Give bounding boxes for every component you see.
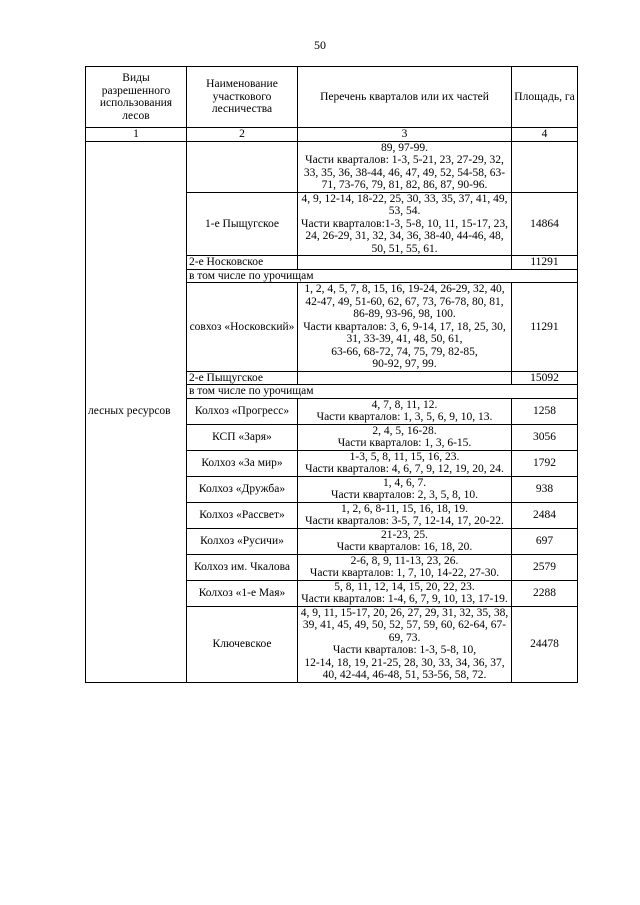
area-cell: 24478 [512, 606, 578, 682]
quarters-cell: 2, 4, 5, 16-28. Части кварталов: 1, 3, 6-15. [298, 424, 512, 450]
area-cell: 1792 [512, 450, 578, 476]
subgroup-label: в том числе по урочищам [187, 269, 578, 283]
column-number: 4 [512, 128, 578, 142]
forestry-name-cell: 2-е Пыщугское [187, 371, 298, 385]
subgroup-label: в том числе по урочищам [187, 385, 578, 399]
quarters-cell: 21-23, 25. Части кварталов: 16, 18, 20. [298, 528, 512, 554]
forestry-name-cell: Колхоз им. Чкалова [187, 554, 298, 580]
forestry-name-cell: 1-е Пыщугское [187, 192, 298, 256]
quarters-cell: 5, 8, 11, 12, 14, 15, 20, 22, 23. Части кварталов: 1-4, 6, 7, 9, 10, 13, 17-19. [298, 580, 512, 606]
table-header-row [86, 67, 578, 128]
forestry-name-cell: 2-е Носковское [187, 256, 298, 270]
quarters-cell: 1, 2, 4, 5, 7, 8, 15, 16, 19-24, 26-29, 32, 40, 42-47, 49, 51-60, 62, 67, 73, 76-78, 80, 81, 86-89, 93-96, 98, 100. Части кварталов: 3, 6, 9-14, 17, 18, 25, 30, 31, 33-39, 41, 48, 50, 61, 63-66, 68-72, 74, 75, 79, 82-85, 90-92, 97, 99. [298, 283, 512, 372]
quarters-cell: 2-6, 8, 9, 11-13, 23, 26. Части кварталов: 1, 7, 10, 14-22, 27-30. [298, 554, 512, 580]
forestry-name-cell: Колхоз «1-е Мая» [187, 580, 298, 606]
area-cell: 938 [512, 476, 578, 502]
area-cell: 11291 [512, 283, 578, 372]
table-row [86, 141, 578, 192]
area-cell: 15092 [512, 371, 578, 385]
forestry-name-cell: совхоз «Носковский» [187, 283, 298, 372]
quarters-cell [298, 371, 512, 385]
forestry-name-cell: Колхоз «Прогресс» [187, 398, 298, 424]
area-cell: 2288 [512, 580, 578, 606]
area-cell: 11291 [512, 256, 578, 270]
forest-quarters-table [85, 66, 578, 683]
forestry-name-cell: Колхоз «Рассвет» [187, 502, 298, 528]
quarters-cell: 4, 7, 8, 11, 12. Части кварталов: 1, 3, 5, 6, 9, 10, 13. [298, 398, 512, 424]
quarters-cell: 4, 9, 12-14, 18-22, 25, 30, 33, 35, 37, 41, 49, 53, 54. Части кварталов:1-3, 5-8, 10, 11, 15-17, 23, 24, 26-29, 31, 32, 34, 36, 38-40, 44-46, 48, 50, 51, 55, 61. [298, 192, 512, 256]
area-cell: 2579 [512, 554, 578, 580]
forestry-name-cell [187, 141, 298, 192]
forestry-name-cell: Ключевское [187, 606, 298, 682]
area-cell: 3056 [512, 424, 578, 450]
header-quarters-list: Перечень кварталов или их частей [298, 67, 512, 128]
quarters-cell: 89, 97-99. Части кварталов: 1-3, 5-21, 23, 27-29, 32, 33, 35, 36, 38-44, 46, 47, 49, 52, 54-58, 63-71, 73-76, 79, 81, 82, 86, 87, 90-96. [298, 141, 512, 192]
quarters-cell: 1-3, 5, 8, 11, 15, 16, 23. Части кварталов: 4, 6, 7, 9, 12, 19, 20, 24. [298, 450, 512, 476]
area-cell: 697 [512, 528, 578, 554]
column-number-row [86, 128, 578, 142]
forestry-name-cell: Колхоз «Дружба» [187, 476, 298, 502]
page-number: 50 [314, 38, 326, 52]
quarters-cell: 4, 9, 11, 15-17, 20, 26, 27, 29, 31, 32, 35, 38, 39, 41, 45, 49, 50, 52, 57, 59, 60, 62-64, 67-69, 73. Части кварталов: 1-3, 5-8, 10, 12-14, 18, 19, 21-25, 28, 30, 33, 34, 36, 37, 40, 42-44, 46-48, 51, 53-56, 58, 72. [298, 606, 512, 682]
column-number: 2 [187, 128, 298, 142]
area-cell: 2484 [512, 502, 578, 528]
forestry-name-cell: КСП «Заря» [187, 424, 298, 450]
header-use-type: Виды разрешенного использования лесов [86, 67, 187, 128]
area-cell [512, 141, 578, 192]
quarters-cell [298, 256, 512, 270]
header-area: Площадь, га [512, 67, 578, 128]
quarters-cell: 1, 4, 6, 7. Части кварталов: 2, 3, 5, 8, 10. [298, 476, 512, 502]
column-number: 3 [298, 128, 512, 142]
use-type-cell: лесных ресурсов [86, 141, 187, 682]
area-cell: 14864 [512, 192, 578, 256]
header-forestry-name: Наименование участкового лесничества [187, 67, 298, 128]
quarters-cell: 1, 2, 6, 8-11, 15, 16, 18, 19. Части кварталов: 3-5, 7, 12-14, 17, 20-22. [298, 502, 512, 528]
column-number: 1 [86, 128, 187, 142]
forestry-name-cell: Колхоз «Русичи» [187, 528, 298, 554]
forestry-name-cell: Колхоз «За мир» [187, 450, 298, 476]
area-cell: 1258 [512, 398, 578, 424]
